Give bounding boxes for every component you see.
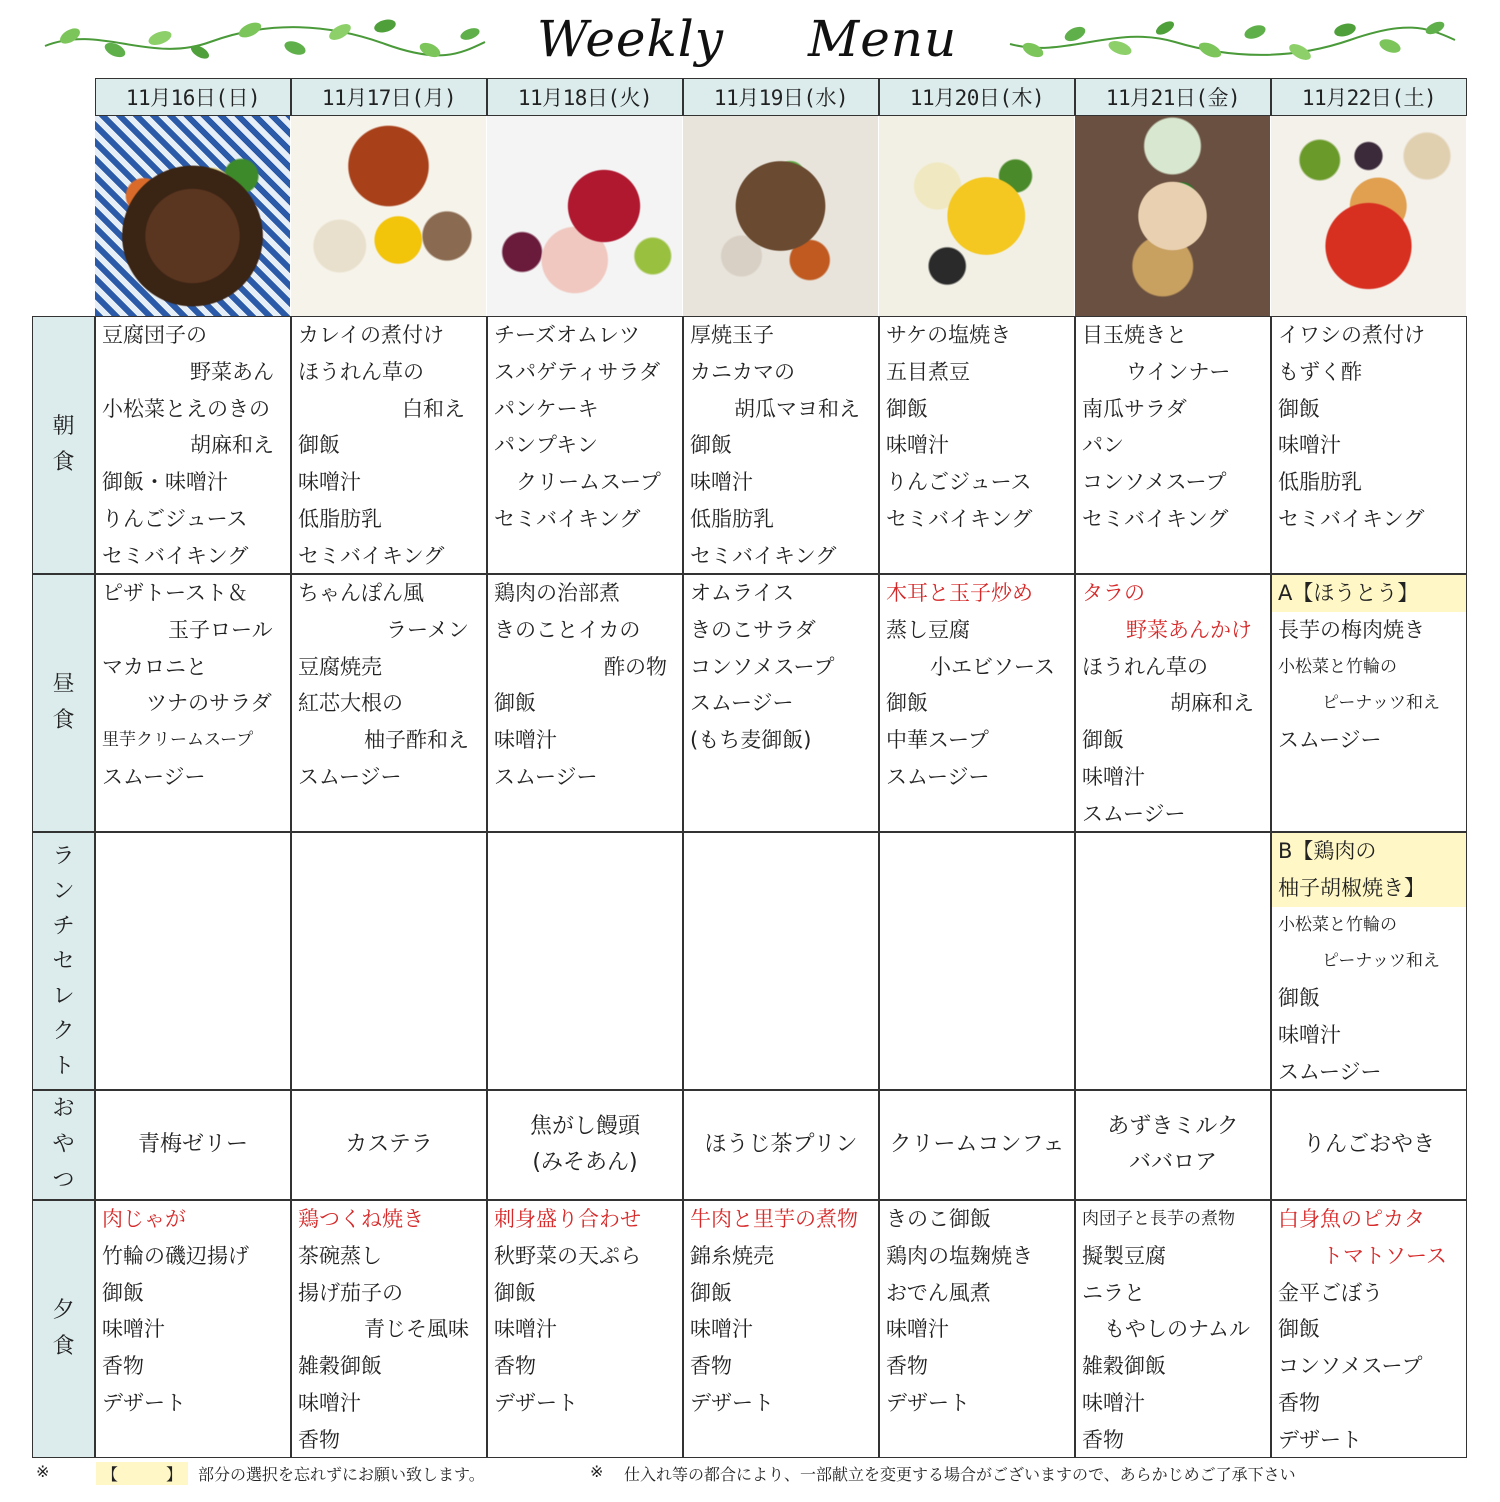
menu-item: イワシの煮付け <box>1278 323 1425 347</box>
snack-item: カステラ <box>345 1132 433 1157</box>
menu-item: (もち麦御飯) <box>690 728 812 753</box>
menu-item: スムージー <box>1278 728 1382 753</box>
menu-item: ウインナー <box>1126 359 1231 384</box>
menu-item: カニカマの <box>690 359 795 384</box>
menu-item: 味噌汁 <box>298 470 361 495</box>
menu-item: セミバイキング <box>1278 506 1425 531</box>
breakfast-cell-sun <box>95 316 291 574</box>
menu-item: 白和え <box>402 396 465 421</box>
dinner-cell-tue <box>487 1200 683 1458</box>
menu-item: 御飯 <box>1082 728 1124 753</box>
menu-item: 豆腐焼売 <box>298 654 382 679</box>
menu-item: ちゃんぽん風 <box>298 581 424 605</box>
menu-item: 五目煮豆 <box>886 359 970 384</box>
menu-item: 味噌汁 <box>102 1317 165 1342</box>
menu-item: 味噌汁 <box>1082 1390 1145 1415</box>
menu-item: 雑穀御飯 <box>1082 1354 1166 1379</box>
menu-item: 野菜あん <box>190 359 274 384</box>
dinner-cell-thu <box>879 1200 1075 1458</box>
menu-item: 御飯 <box>1278 1317 1320 1342</box>
menu-item: ほうれん草の <box>298 359 424 384</box>
food-photo-piccata <box>1271 116 1467 316</box>
menu-item: パンプキン <box>494 433 598 458</box>
lunch-cell-thu <box>879 574 1075 832</box>
menu-item: デザート <box>886 1390 970 1415</box>
dinner-cell-sun <box>95 1200 291 1458</box>
menu-item: 香物 <box>1082 1427 1124 1452</box>
menu-item: きのことイカの <box>494 617 641 642</box>
menu-item: スムージー <box>1082 801 1186 826</box>
footer-bracket: 【 】 <box>96 1462 188 1485</box>
menu-item: スムージー <box>1278 1059 1382 1084</box>
menu-item: スムージー <box>298 764 402 789</box>
menu-item: クリームスープ <box>516 470 661 495</box>
row-label-char: つ <box>52 1168 75 1193</box>
breakfast-row <box>32 316 1468 574</box>
menu-grid <box>32 78 1468 1458</box>
menu-item: 小松菜とえのきの <box>102 396 270 421</box>
menu-item: スパゲティサラダ <box>494 359 661 384</box>
row-label-char: ト <box>52 1053 75 1079</box>
snack-cell-sat <box>1271 1090 1467 1200</box>
menu-item: 香物 <box>1278 1390 1320 1415</box>
menu-item: デザート <box>494 1390 578 1415</box>
row-label-char: 食 <box>52 450 75 475</box>
menu-item: もずく酢 <box>1278 359 1362 384</box>
food-photo-nikujaga <box>95 116 291 316</box>
menu-item: 蒸し豆腐 <box>886 617 970 642</box>
menu-item: 白身魚のピカタ <box>1278 1207 1425 1231</box>
menu-item: 味噌汁 <box>494 1317 557 1342</box>
menu-item: チーズオムレツ <box>494 323 640 347</box>
menu-item: コンソメスープ <box>690 654 835 679</box>
menu-item: 低脂肪乳 <box>690 506 774 531</box>
menu-item: デザート <box>690 1390 774 1415</box>
menu-item: 柚子酢和え <box>364 728 469 753</box>
menu-item: もやしのナムル <box>1104 1317 1250 1342</box>
lunch-select-cell-empty <box>879 832 1075 1090</box>
menu-item: 味噌汁 <box>886 433 949 458</box>
menu-item: オムライス <box>690 581 795 605</box>
menu-item: 御飯 <box>494 691 536 716</box>
food-photo-row <box>95 116 1468 316</box>
row-label-dinner <box>32 1200 95 1458</box>
menu-item: デザート <box>1278 1427 1362 1452</box>
lunch-select-row <box>32 832 1468 1090</box>
lunch-select-cell-empty <box>1075 832 1271 1090</box>
footer-mark: ※ <box>590 1462 604 1481</box>
menu-item: 里芋クリームスープ <box>102 730 254 751</box>
snack-cell-thu <box>879 1090 1075 1200</box>
menu-item: 中華スープ <box>886 728 989 753</box>
menu-item: 豆腐団子の <box>102 323 207 347</box>
menu-item: 牛肉と里芋の煮物 <box>690 1207 858 1231</box>
row-label-char: セ <box>52 948 75 974</box>
vine-decoration-right <box>1005 14 1460 64</box>
menu-item: スムージー <box>102 764 206 789</box>
menu-item: 長芋の梅肉焼き <box>1278 617 1425 642</box>
menu-item: ピーナッツ和え <box>1322 693 1440 714</box>
food-photo-sashimi <box>487 116 683 316</box>
menu-item: サケの塩焼き <box>886 323 1012 347</box>
snack-item: ババロア <box>1128 1150 1217 1175</box>
menu-item: 胡麻和え <box>1170 691 1254 716</box>
menu-item: 御飯 <box>886 396 928 421</box>
lunch-select-cell-empty <box>683 832 879 1090</box>
menu-item: 味噌汁 <box>886 1317 949 1342</box>
menu-item: 紅芯大根の <box>298 691 403 716</box>
snack-item: クリームコンフェ <box>889 1132 1065 1157</box>
row-label-char: や <box>52 1132 75 1157</box>
row-label-char: ク <box>52 1018 75 1044</box>
menu-item: 低脂肪乳 <box>298 506 382 531</box>
menu-item: 胡麻和え <box>190 433 274 458</box>
menu-item: 鶏つくね焼き <box>298 1207 424 1231</box>
breakfast-cell-mon <box>291 316 487 574</box>
date-header-row <box>95 78 1468 116</box>
menu-item: 香物 <box>494 1354 536 1379</box>
menu-item: 小松菜と竹輪の <box>1278 656 1397 677</box>
menu-item: 味噌汁 <box>690 470 753 495</box>
menu-item: 味噌汁 <box>1278 1022 1341 1047</box>
menu-item: 小エビソース <box>930 654 1055 679</box>
row-label-char: 昼 <box>52 672 75 697</box>
lunch-cell-sat-option-a[interactable] <box>1271 574 1467 832</box>
menu-item: 木耳と玉子炒め <box>886 581 1033 605</box>
menu-item: トマトソース <box>1322 1243 1447 1268</box>
menu-item: 野菜あんかけ <box>1126 617 1252 642</box>
menu-item: スムージー <box>886 764 990 789</box>
menu-item: セミバイキング <box>690 543 837 568</box>
breakfast-cell-tue <box>487 316 683 574</box>
snack-item: りんごおやき <box>1302 1132 1435 1157</box>
row-label-snack <box>32 1090 95 1200</box>
menu-item: 味噌汁 <box>690 1317 753 1342</box>
snack-row <box>32 1090 1468 1200</box>
lunch-cell-wed <box>683 574 879 832</box>
snack-item: あずきミルク <box>1107 1114 1239 1139</box>
menu-item: パン <box>1082 433 1124 458</box>
menu-item: 厚焼玉子 <box>690 323 774 347</box>
food-photo-nimono <box>683 116 879 316</box>
menu-item: 青じそ風味 <box>364 1317 469 1342</box>
menu-item[interactable]: 柚子胡椒焼き】 <box>1272 870 1466 907</box>
menu-item: スムージー <box>494 764 598 789</box>
row-label-char: レ <box>52 983 75 1009</box>
snack-cell-tue <box>487 1090 683 1200</box>
row-label-char: 朝 <box>52 414 75 439</box>
menu-item: ピーナッツ和え <box>1322 951 1440 972</box>
menu-item: きのこサラダ <box>690 617 816 642</box>
menu-item: 味噌汁 <box>494 728 557 753</box>
breakfast-cell-sat <box>1271 316 1467 574</box>
menu-item: ラーメン <box>386 617 469 642</box>
row-label-char: お <box>52 1096 75 1121</box>
select-option-a[interactable]: A【ほうとう】 <box>1272 575 1466 612</box>
dinner-cell-wed <box>683 1200 879 1458</box>
menu-item: セミバイキング <box>886 506 1033 531</box>
menu-item: 雑穀御飯 <box>298 1354 382 1379</box>
row-label-char: 食 <box>52 1334 75 1359</box>
snack-item: (みそあん) <box>532 1150 638 1175</box>
food-photo-stirfry <box>879 116 1075 316</box>
row-label-char: チ <box>52 913 75 939</box>
menu-item: 御飯 <box>494 1280 536 1305</box>
menu-item: 刺身盛り合わせ <box>494 1207 641 1231</box>
snack-cell-mon <box>291 1090 487 1200</box>
menu-item: 御飯 <box>886 691 928 716</box>
date-header: 11月21日(金) <box>1075 78 1271 116</box>
menu-item: コンソメスープ <box>1082 470 1227 495</box>
dinner-cell-mon <box>291 1200 487 1458</box>
menu-item: 肉じゃが <box>102 1207 186 1231</box>
dinner-row <box>32 1200 1468 1458</box>
vine-decoration-left <box>40 14 490 64</box>
menu-item: 茶碗蒸し <box>298 1243 382 1268</box>
select-option-b[interactable]: B【鶏肉の <box>1272 833 1466 870</box>
menu-item: 御飯・味噌汁 <box>102 470 228 495</box>
menu-item: 香物 <box>102 1354 144 1379</box>
menu-item: 味噌汁 <box>1082 764 1145 789</box>
menu-item: 肉団子と長芋の煮物 <box>1082 1209 1235 1229</box>
footer-note-selection: 部分の選択を忘れずにお願い致します。 <box>198 1465 485 1484</box>
menu-item: 金平ごぼう <box>1278 1280 1383 1305</box>
menu-item: ほうれん草の <box>1082 654 1208 679</box>
menu-item: 酢の物 <box>604 654 667 679</box>
menu-item: 低脂肪乳 <box>1278 470 1362 495</box>
snack-cell-sun <box>95 1090 291 1200</box>
row-label-breakfast <box>32 316 95 574</box>
menu-item: 御飯 <box>690 1280 732 1305</box>
menu-item: 小松菜と竹輪の <box>1278 914 1397 935</box>
menu-item: 秋野菜の天ぷら <box>494 1243 641 1268</box>
menu-item: 香物 <box>690 1354 732 1379</box>
menu-item: 揚げ茄子の <box>298 1280 403 1305</box>
menu-item: 味噌汁 <box>1278 433 1341 458</box>
menu-item: ツナのサラダ <box>146 691 272 716</box>
date-header: 11月19日(水) <box>683 78 879 116</box>
menu-item: 御飯 <box>690 433 732 458</box>
menu-item: 香物 <box>298 1427 340 1452</box>
menu-item: 竹輪の磯辺揚げ <box>102 1243 249 1268</box>
menu-item: 擬製豆腐 <box>1082 1243 1166 1268</box>
menu-item: セミバイキング <box>298 543 445 568</box>
lunch-select-cell-empty <box>487 832 683 1090</box>
title-menu: Menu <box>808 10 958 68</box>
lunch-select-cell-sat-option-b[interactable] <box>1271 832 1467 1090</box>
lunch-row <box>32 574 1468 832</box>
date-header: 11月20日(木) <box>879 78 1075 116</box>
menu-item: パンケーキ <box>494 396 599 421</box>
menu-item: 玉子ロール <box>168 617 273 642</box>
menu-item: 御飯 <box>102 1280 144 1305</box>
snack-item: 焦がし饅頭 <box>529 1114 640 1139</box>
menu-item: セミバイキング <box>494 506 641 531</box>
lunch-cell-tue <box>487 574 683 832</box>
menu-item: きのこ御飯 <box>886 1207 991 1231</box>
title-weekly: Weekly <box>537 10 725 68</box>
date-header: 11月22日(土) <box>1271 78 1467 116</box>
snack-item: 青梅ゼリー <box>137 1132 248 1157</box>
menu-item: おでん風煮 <box>886 1280 991 1305</box>
menu-item: 錦糸焼売 <box>690 1243 774 1268</box>
row-label-char: ン <box>52 878 75 904</box>
menu-item: 御飯 <box>1278 986 1320 1011</box>
row-label-char: 夕 <box>52 1298 75 1323</box>
row-label-char: ラ <box>52 843 75 869</box>
snack-item: ほうじ茶プリン <box>704 1132 858 1157</box>
dinner-cell-sat <box>1271 1200 1467 1458</box>
date-header: 11月17日(月) <box>291 78 487 116</box>
lunch-cell-sun <box>95 574 291 832</box>
breakfast-cell-fri <box>1075 316 1271 574</box>
menu-item: セミバイキング <box>1082 506 1229 531</box>
menu-item: コンソメスープ <box>1278 1354 1423 1379</box>
menu-item: 目玉焼きと <box>1082 323 1187 347</box>
menu-item: タラの <box>1082 581 1145 605</box>
lunch-select-cell-empty <box>291 832 487 1090</box>
menu-item: セミバイキング <box>102 543 249 568</box>
lunch-cell-mon <box>291 574 487 832</box>
menu-item: 御飯 <box>298 433 340 458</box>
date-header: 11月18日(火) <box>487 78 683 116</box>
menu-item: デザート <box>102 1390 186 1415</box>
menu-item: ニラと <box>1082 1280 1145 1305</box>
food-photo-tsukune <box>291 116 487 316</box>
header <box>0 0 1500 80</box>
breakfast-cell-thu <box>879 316 1075 574</box>
lunch-cell-fri <box>1075 574 1271 832</box>
breakfast-cell-wed <box>683 316 879 574</box>
snack-cell-wed <box>683 1090 879 1200</box>
menu-item: りんごジュース <box>886 470 1032 495</box>
menu-item: 香物 <box>886 1354 928 1379</box>
lunch-select-cell-empty <box>95 832 291 1090</box>
menu-item: ピザトースト＆ <box>102 581 248 605</box>
footer-notes <box>0 1462 1500 1486</box>
footer-mark: ※ <box>36 1462 50 1481</box>
menu-item: 味噌汁 <box>298 1390 361 1415</box>
food-photo-fish <box>1075 116 1271 316</box>
date-header: 11月16日(日) <box>95 78 291 116</box>
menu-item: スムージー <box>690 691 794 716</box>
menu-item: 鶏肉の治部煮 <box>494 581 620 605</box>
row-label-lunch <box>32 574 95 832</box>
menu-item: 南瓜サラダ <box>1082 396 1187 421</box>
menu-item: マカロニと <box>102 654 207 679</box>
menu-item: 御飯 <box>1278 396 1320 421</box>
row-label-char: 食 <box>52 708 75 733</box>
menu-item: りんごジュース <box>102 506 248 531</box>
menu-item: 鶏肉の塩麹焼き <box>886 1243 1033 1268</box>
footer-note-change: 仕入れ等の都合により、一部献立を変更する場合がございますので、あらかじめご了承下さい <box>624 1465 1296 1484</box>
row-label-lunch-select <box>32 832 95 1090</box>
snack-cell-fri <box>1075 1090 1271 1200</box>
menu-item: カレイの煮付け <box>298 323 444 347</box>
dinner-cell-fri <box>1075 1200 1271 1458</box>
menu-item: 胡瓜マヨ和え <box>734 396 860 421</box>
